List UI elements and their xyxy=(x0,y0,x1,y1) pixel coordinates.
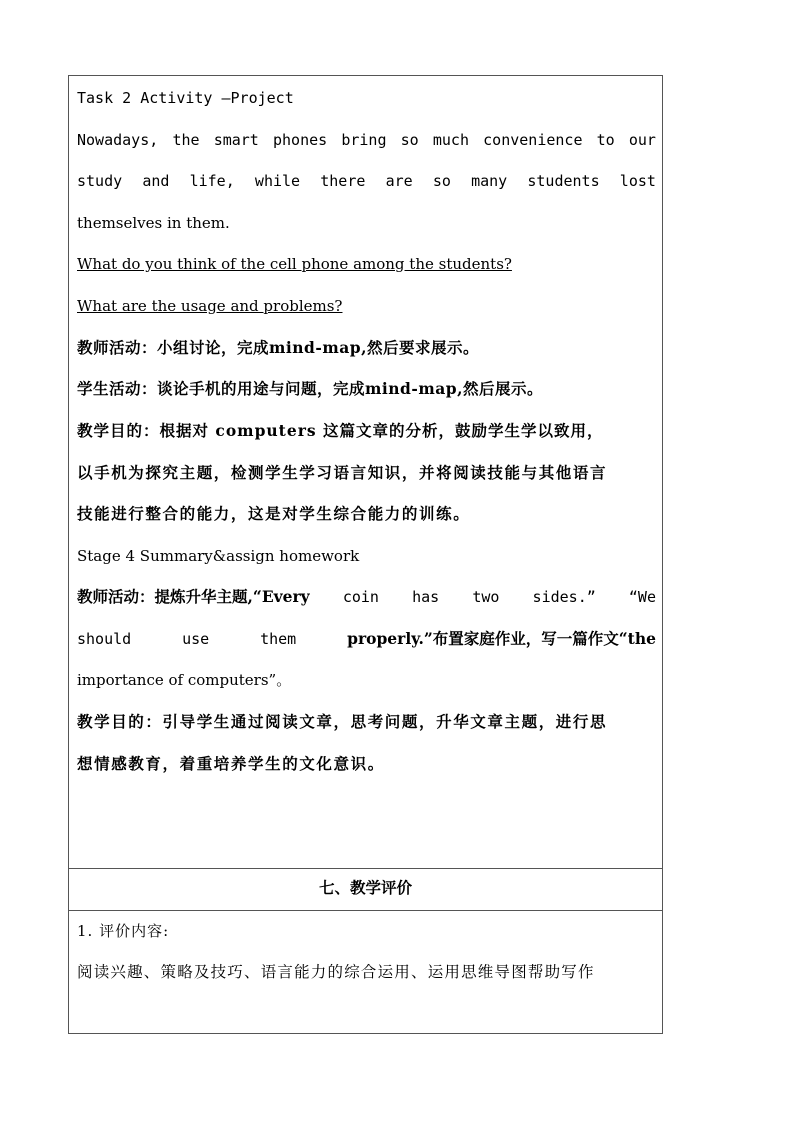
stage4-purpose-line-1: 教学目的：引导学生通过阅读文章，思考问题，升华文章主题，进行思 xyxy=(77,712,608,731)
row-divider xyxy=(69,910,662,911)
evaluation-item-1-label: 1. 评价内容: xyxy=(77,922,170,940)
word: are xyxy=(385,172,413,190)
word: there xyxy=(320,172,366,190)
word: while xyxy=(254,172,301,190)
segment: sides.” xyxy=(532,588,596,606)
word: study xyxy=(77,172,123,190)
purpose-line-2: 以手机为探究主题，检测学生学习语言知识，并将阅读技能与其他语言 xyxy=(77,463,608,482)
question-2: What are the usage and problems? xyxy=(77,297,343,315)
stage4-teacher-line-3: importance of computers”。 xyxy=(77,671,292,689)
word: and xyxy=(142,172,170,190)
word: phones xyxy=(273,131,328,149)
word: lost xyxy=(619,172,656,190)
segment: has xyxy=(412,588,440,606)
segment: them xyxy=(260,630,297,648)
segment: use xyxy=(182,630,210,648)
lesson-plan-table xyxy=(68,75,663,1034)
student-activity: 学生活动：谈论手机的用途与问题，完成mind-map,然后展示。 xyxy=(77,379,544,398)
word: the xyxy=(172,131,200,149)
intro-line-3: themselves in them. xyxy=(77,214,230,232)
stage4-heading: Stage 4 Summary&assign homework xyxy=(77,547,360,565)
evaluation-item-1-content: 阅读兴趣、策略及技巧、语言能力的综合运用、运用思维导图帮助写作 xyxy=(77,963,595,981)
segment: should xyxy=(77,630,132,648)
word: students xyxy=(527,172,600,190)
word: bring xyxy=(341,131,387,149)
word: our xyxy=(628,131,656,149)
word: Nowadays, xyxy=(77,131,159,149)
word: convenience xyxy=(483,131,583,149)
segment: “We xyxy=(628,588,656,606)
stage4-purpose-line-2: 想情感教育，着重培养学生的文化意识。 xyxy=(77,754,385,773)
teacher-activity: 教师活动：小组讨论，完成mind-map,然后要求展示。 xyxy=(77,338,480,357)
word: many xyxy=(471,172,508,190)
stage4-teacher-line-2 xyxy=(77,629,656,649)
segment: properly.”布置家庭作业，写一篇作文“the xyxy=(347,629,656,648)
section-title: 七、教学评价 xyxy=(318,878,412,897)
purpose-line-1: 教学目的：根据对 computers 这篇文章的分析，鼓励学生学以致用， xyxy=(77,421,604,440)
word: much xyxy=(432,131,469,149)
stage4-teacher-line-1 xyxy=(77,587,656,607)
purpose-line-3: 技能进行整合的能力，这是对学生综合能力的训练。 xyxy=(77,504,471,523)
question-1: What do you think of the cell phone among the students? xyxy=(77,255,512,273)
task-heading: Task 2 Activity —Project xyxy=(77,89,294,107)
segment: coin xyxy=(342,588,379,606)
word: to xyxy=(596,131,615,149)
segment: 教师活动：提炼升华主题,“Every xyxy=(77,587,310,606)
row-divider xyxy=(69,868,662,869)
intro-line-2 xyxy=(77,171,656,191)
word: so xyxy=(400,131,419,149)
segment: two xyxy=(472,588,500,606)
word: life, xyxy=(189,172,235,190)
word: smart xyxy=(213,131,259,149)
word: so xyxy=(432,172,451,190)
intro-line-1 xyxy=(77,130,656,150)
